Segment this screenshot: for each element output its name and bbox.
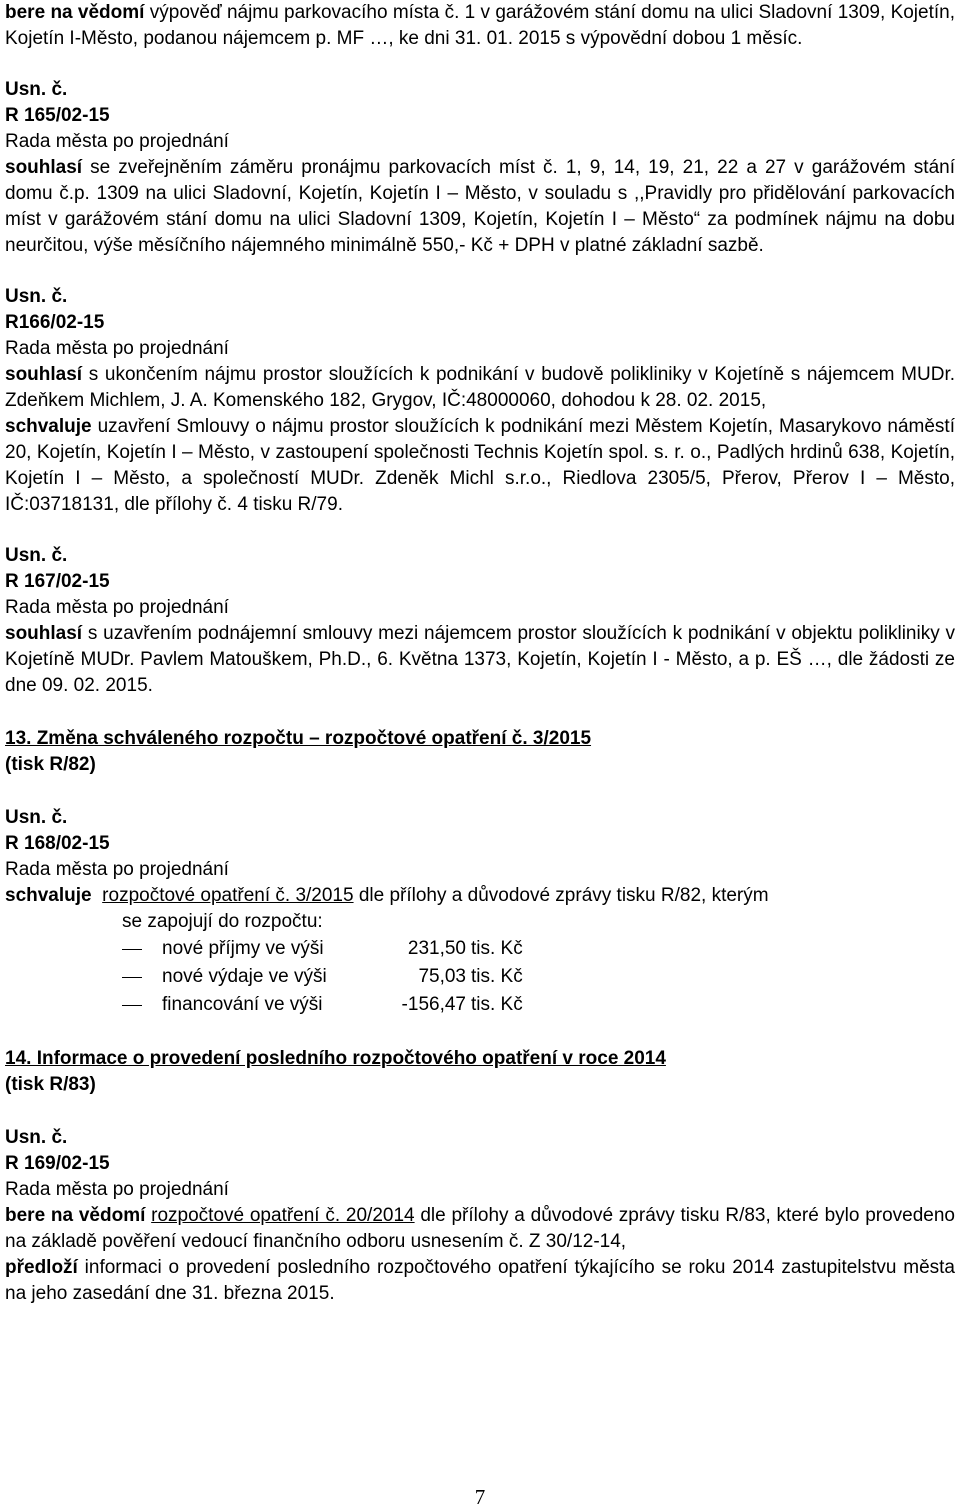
budget-item — [5, 935, 955, 963]
resolution-r169 — [5, 1125, 955, 1307]
resolution-number: R 167/02-15 — [5, 571, 110, 592]
section-tisk: (tisk R/82) — [5, 754, 96, 775]
usn-label: Usn. č. — [5, 807, 68, 828]
budget-item — [5, 963, 955, 991]
resolution-text: souhlasí s ukončením nájmu prostor sloužících k podnikání v budově polikliniky v Kojetíně s nájemcem MUDr. Zdeňkem Michlem, J. A. Komenského 182, Grygov, IČ:48000060, dohodou k 28. 02. 2015, — [5, 364, 955, 411]
usn-label: Usn. č. — [5, 1127, 68, 1148]
dash-bullet — [122, 949, 142, 950]
section-tisk: (tisk R/83) — [5, 1074, 96, 1095]
resolution-number: R 165/02-15 — [5, 105, 110, 126]
resolution-verb: souhlasí — [5, 157, 83, 178]
resolution-verb: bere na vědomí — [5, 1205, 146, 1226]
resolution-verb: schvaluje — [5, 416, 92, 437]
budget-item-unit: tis. Kč — [471, 966, 523, 987]
usn-label: Usn. č. — [5, 79, 68, 100]
section-heading: 14. Informace o provedení posledního rozpočtového opatření v roce 2014 — [5, 1048, 666, 1069]
budget-item — [5, 991, 955, 1019]
intro-verb: bere na vědomí — [5, 2, 145, 23]
budget-item-label: nové výdaje ve výši — [162, 966, 327, 987]
resolution-verb: souhlasí — [5, 623, 83, 644]
budget-item-value: -156,47 — [401, 994, 466, 1015]
dash-bullet — [122, 977, 142, 978]
usn-label: Usn. č. — [5, 545, 68, 566]
resolution-r166 — [5, 284, 955, 518]
rada-line: Rada města po projednání — [5, 597, 229, 618]
resolution-text: souhlasí s uzavřením podnájemní smlouvy mezi nájemcem prostor sloužících k podnikání v objektu polikliniky v Kojetíně MUDr. Pavlem Matouškem, Ph.D., 6. Května 1373, Kojetín, Kojetín I - Město, a p. EŠ …, dle žádosti ze dne 09. 02. 2015. — [5, 623, 955, 696]
budget-measure-ref: rozpočtové opatření č. 20/2014 — [151, 1205, 415, 1226]
resolution-text: schvaluje rozpočtové opatření č. 3/2015 dle přílohy a důvodové zprávy tisku R/82, kterým — [5, 885, 769, 906]
resolution-verb: souhlasí — [5, 364, 83, 385]
budget-item-unit: tis. Kč — [471, 994, 523, 1015]
resolution-text: bere na vědomí rozpočtové opatření č. 20/2014 dle přílohy a důvodové zprávy tisku R/83, které bylo provedeno na základě pověření vedoucí finančního odboru usnesením č. Z 30/12-14, — [5, 1205, 955, 1252]
resolution-number: R 169/02-15 — [5, 1153, 110, 1174]
document-page — [5, 0, 955, 1307]
resolution-text: souhlasí se zveřejněním záměru pronájmu parkovacích míst č. 1, 9, 14, 19, 21, 22 a 27 v garážovém stání domu č.p. 1309 na ulici Sladovní, Kojetín, Kojetín I – Město, v souladu s ,,Pravidly pro přidělování parkovacích míst v garážovém stání domu na ulici Sladovní 1309, Kojetín, Kojetín I – Město“ za podmínek nájmu na dobu neurčitou, výše měsíčního nájemného minimálně 550,- Kč + DPH v platné základní sazbě. — [5, 157, 955, 256]
rada-line: Rada města po projednání — [5, 859, 229, 880]
section-heading: 13. Změna schváleného rozpočtu – rozpočtové opatření č. 3/2015 — [5, 728, 592, 749]
budget-item-unit: tis. Kč — [471, 938, 523, 959]
resolution-r167 — [5, 543, 955, 699]
resolution-verb: schvaluje — [5, 885, 92, 906]
section-14 — [5, 1046, 955, 1098]
page-number: 7 — [474, 1485, 486, 1509]
dash-bullet — [122, 1005, 142, 1006]
rada-line: Rada města po projednání — [5, 338, 229, 359]
usn-label: Usn. č. — [5, 286, 68, 307]
budget-item-value: 231,50 — [407, 938, 466, 959]
resolution-r168 — [5, 805, 955, 1019]
resolution-continuation: se zapojují do rozpočtu: — [122, 911, 323, 932]
budget-measure-ref: rozpočtové opatření č. 3/2015 — [102, 885, 354, 906]
budget-item-label: nové příjmy ve výši — [162, 938, 324, 959]
budget-item-value: 75,03 — [418, 966, 466, 987]
rada-line: Rada města po projednání — [5, 1179, 229, 1200]
resolution-verb: předloží — [5, 1257, 78, 1278]
intro-paragraph — [5, 0, 955, 52]
resolution-number: R166/02-15 — [5, 312, 105, 333]
intro-text: výpověď nájmu parkovacího místa č. 1 v garážovém stání domu na ulici Sladovní 1309, Kojetín, Kojetín I-Město, podanou nájemcem p. MF …, ke dni 31. 01. 2015 s výpovědní dobou 1 měsíc. — [5, 2, 956, 49]
resolution-r165 — [5, 77, 955, 259]
resolution-number: R 168/02-15 — [5, 833, 110, 854]
section-13 — [5, 726, 955, 778]
resolution-text: schvaluje uzavření Smlouvy o nájmu prostor sloužících k podnikání mezi Městem Kojetín, Masarykovo náměstí 20, Kojetín, Kojetín I – Město, v zastoupení společnosti Technis Kojetín spol. s. r. o., Padlých hrdinů 638, Kojetín, Kojetín I – Město, a společností MUDr. Zdeněk Michl s.r.o., Riedlova 2305/5, Přerov, Přerov I – Město, IČ:03718131, dle přílohy č. 4 tisku R/79. — [5, 416, 955, 515]
resolution-text: předloží informaci o provedení posledního rozpočtového opatření týkajícího se roku 2014 zastupitelstvu města na jeho zasedání dne 31. března 2015. — [5, 1257, 955, 1304]
budget-item-label: financování ve výši — [162, 994, 323, 1015]
rada-line: Rada města po projednání — [5, 131, 229, 152]
